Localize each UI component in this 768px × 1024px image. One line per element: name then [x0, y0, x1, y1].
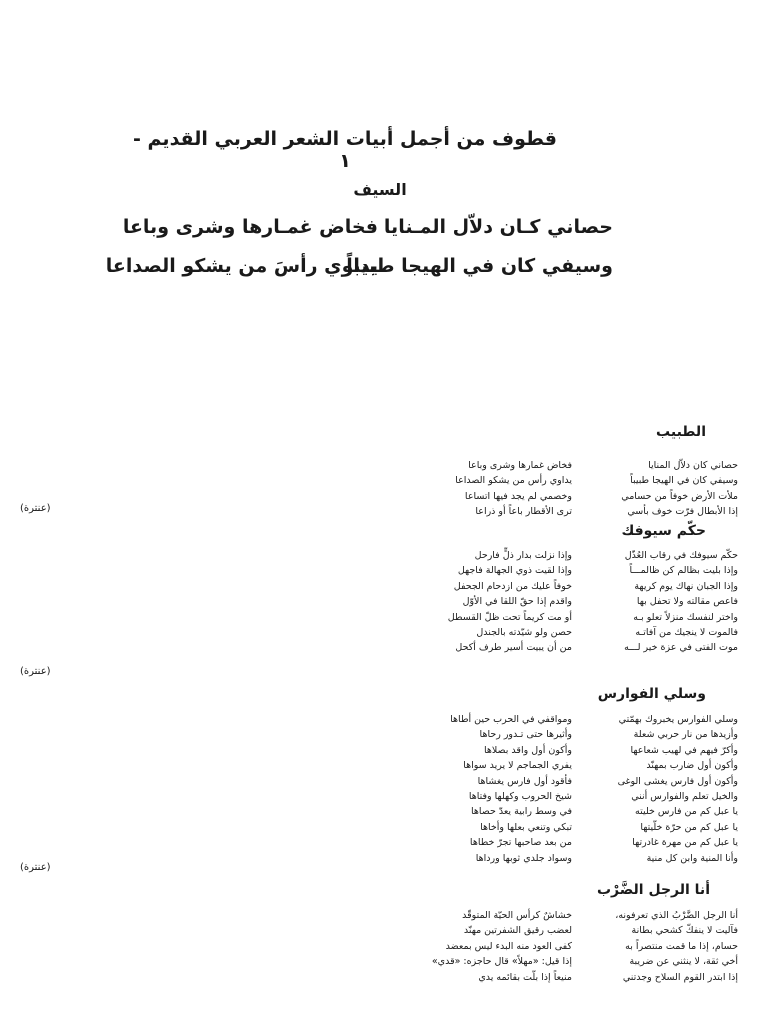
- attribution: (عنترة): [20, 862, 51, 873]
- verse-line: وأزيدها من نار حربي شعلة: [633, 729, 738, 741]
- intro-verse-1-left: فخاض غمـارها وشرى وباعا: [122, 216, 378, 238]
- verse-line: يا عبل كم من حرّة خلّيتها: [640, 821, 738, 833]
- verse-line: يا عبل كم من فارس خليته: [635, 806, 738, 818]
- verse-line: وأكرّ فيهم في لهيب شعاعها: [630, 744, 738, 756]
- intro-verse-1-right: حصاني كـان دلاّل المـنايا: [383, 216, 613, 238]
- verse-line: فخاض غمارها وشرى وباعا: [468, 460, 572, 471]
- verse-line: وإذا بليت بظالم كن ظالمـــاً: [629, 565, 738, 577]
- verse-line: يا عبل كم من مهرة غادرتها: [632, 837, 738, 849]
- section-heading: حكّم سيوفك: [621, 523, 706, 539]
- verse-line: واقدم إذا حقّ اللقا في الأوّل: [462, 596, 572, 608]
- verse-line: أو مت كريماً تحت ظلّ القسطل: [447, 611, 572, 623]
- verse-line: من بعد صاحبها تجرّ خطاها: [469, 837, 572, 849]
- verse-line: وخصمي لم يجد فيها اتساعا: [464, 490, 572, 502]
- verse-line: حكّم سيوفك في رقاب العُذّل: [624, 550, 738, 561]
- verse-line: من أن يبيت أسير طرف أكحل: [455, 642, 572, 654]
- verse-line: كفى العود منه البدء ليس بمعضد: [445, 940, 572, 952]
- verse-column-right: [570, 908, 738, 985]
- verse-line: أنا الرجل الضَّرْبُ الذي تعرفونه،: [615, 910, 738, 921]
- verse-column-right: [570, 458, 738, 520]
- verse-column-left: [380, 458, 572, 520]
- verse-line: وسيفي كان في الهيجا طبيباً: [630, 475, 738, 487]
- verse-line: وسلي الفوارس يخبروك بهمّتي: [618, 714, 738, 725]
- verse-line: حسام، إذا ما قمت منتصراً به: [625, 940, 738, 952]
- verse-line: وإذا نزلت بدار ذلٍّ فارحل: [474, 550, 572, 561]
- verse-column-right: [570, 548, 738, 656]
- verse-line: ترى الأقطار باعاً أو ذراعا: [475, 506, 572, 518]
- verse-line: والخيل تعلم والفوارس أنني: [631, 791, 738, 803]
- verse-line: إذا ابتدر القوم السلاح وجدتني: [622, 971, 738, 983]
- verse-line: وإذا الجبان نهاك يوم كريهة: [634, 580, 738, 592]
- verse-line: وأكون أول ضارب بمهنّد: [646, 760, 738, 772]
- verse-line: أخي ثقة، لا ينثني عن ضريبة: [629, 956, 738, 968]
- page-subtitle: السيف: [353, 180, 407, 199]
- verse-line: إذا قيل: «مهلاً» قال حاجزه: «قدي»: [431, 956, 572, 968]
- verse-line: خوفاً عليك من ازدحام الجحفل: [453, 580, 572, 592]
- verse-line: منيعاً إذا بلّت بقائمه يدي: [478, 971, 572, 983]
- section-heading: الطبيب: [656, 424, 706, 440]
- verse-line: موت الفتى في عزة خير لـــه: [624, 642, 738, 654]
- verse-line: وأكون أول فارس يغشى الوغى: [617, 775, 738, 787]
- verse-line: واختر لنفسك منزلاً تعلو بـه: [633, 611, 738, 623]
- verse-line: إذا الأبطال فرّت خوف بأسي: [627, 506, 738, 518]
- intro-verse-2-right: وسيفي كان في الهيجا طبيباً: [346, 255, 613, 277]
- verse-line: ملأت الأرض خوفاً من حسامي: [621, 490, 738, 502]
- verse-column-right: [570, 712, 738, 866]
- section-heading: وسلي الفوارس: [597, 686, 706, 702]
- verse-line: في وسط رابية يعدّ حصاها: [470, 806, 572, 818]
- verse-line: فاعص مقالته ولا تحفل بها: [636, 596, 738, 608]
- verse-line: وأكون أول واقد بصلاها: [483, 744, 572, 756]
- attribution: (عنترة): [20, 503, 51, 514]
- verse-column-left: [380, 908, 572, 985]
- section-heading: أنا الرجل الضَّرْب: [596, 882, 710, 898]
- verse-line: يفري الجماجم لا يريد سواها: [463, 760, 572, 772]
- page-title: قطوف من أجمل أبيات الشعر العربي القديم - ١: [133, 128, 557, 172]
- attribution: (عنترة): [20, 666, 51, 677]
- verse-line: شيخ الحروب وكهلها وفتاها: [468, 791, 572, 803]
- verse-line: وأثيرها حتى تـدور رحاها: [479, 729, 572, 741]
- verse-line: فأقود أول فارس يغشاها: [477, 775, 572, 787]
- verse-line: لعضب رقيق الشفرتين مهنّد: [463, 925, 572, 937]
- verse-line: فآليت لا ينفكّ كشحي بطانة: [631, 925, 738, 937]
- verse-column-left: [380, 712, 572, 866]
- verse-line: فالموت لا ينجيك من آفاتـه: [635, 627, 738, 639]
- verse-line: خشاشٌ كرأس الحيّة المتوقّد: [462, 910, 572, 921]
- verse-line: ومواقفي في الحرب حين أطاها: [450, 714, 572, 725]
- verse-line: حصن ولو شيّدته بالجندل: [476, 627, 572, 639]
- verse-line: حصاني كان دلاّل المنايا: [648, 460, 738, 471]
- verse-line: تبكي وتنعي بعلها وأخاها: [480, 821, 572, 833]
- intro-verse-2-left: يداوي رأسَ من يشكو الصداعا: [105, 255, 378, 277]
- verse-column-left: [380, 548, 572, 656]
- verse-line: وأنا المنية وابن كل منية: [646, 852, 738, 864]
- verse-line: يداوي رأس من يشكو الصداعا: [455, 475, 572, 487]
- verse-line: وإذا لقيت ذوي الجهالة فاجهل: [457, 565, 572, 577]
- verse-line: وسواد جلدي ثوبها ورداها: [475, 852, 572, 864]
